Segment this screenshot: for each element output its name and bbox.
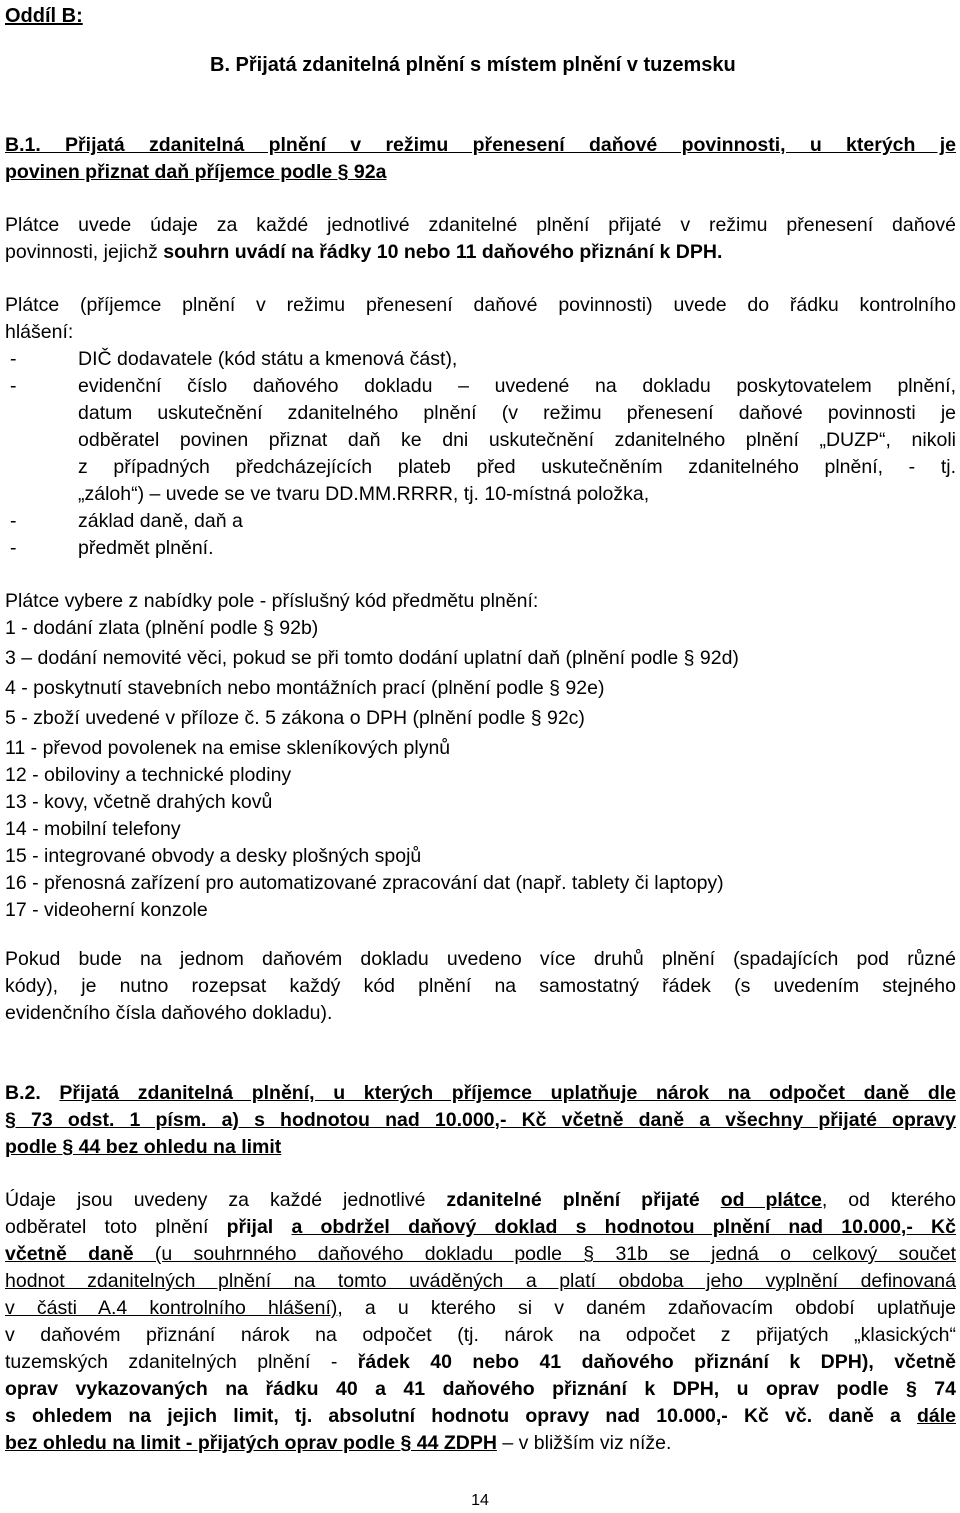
b2-paragraph-line-8: oprav vykazovaných na řádku 40 a 41 daňového přiznání k DPH, u oprav podle § 74 (5, 1378, 956, 1400)
code-item: 11 - převod povolenek na emise skleníkových plynů (5, 737, 451, 759)
b2-paragraph-line-3: včetně daně (u souhrnného daňového dokladu podle § 31b se jedná o celkový součet (5, 1243, 957, 1265)
b1-paragraph-2-line-1: Plátce (příjemce plnění v režimu přenesení daňové povinnosti) uvede do řádku kontrolního (5, 294, 956, 316)
bullet-item: evidenční číslo daňového dokladu – uvedené na dokladu poskytovatelem plnění, (78, 375, 956, 397)
section-header: Oddíl B: (5, 5, 83, 27)
b2-heading-line-1: B.2. Přijatá zdanitelná plnění, u kterých příjemce uplatňuje nárok na odpočet daně dle (5, 1082, 956, 1104)
b2-heading-line-2: § 73 odst. 1 písm. a) s hodnotou nad 10.000,- Kč včetně daně a všechny přijaté opravy (5, 1109, 956, 1131)
code-item: 15 - integrované obvody a desky plošných spojů (5, 845, 422, 867)
b2-paragraph-line-2: odběratel toto plnění přijal a obdržel daňový doklad s hodnotou plnění nad 10.000,- Kč (5, 1216, 956, 1238)
b2-paragraph-line-5: v části A.4 kontrolního hlášení), a u kterého si v daném zdaňovacím období uplatňuje (5, 1297, 956, 1319)
code-item: 12 - obiloviny a technické plodiny (5, 764, 292, 786)
code-item: 14 - mobilní telefony (5, 818, 181, 840)
code-item: 1 - dodání zlata (plnění podle § 92b) (5, 617, 319, 639)
code-item: 13 - kovy, včetně drahých kovů (5, 791, 273, 813)
b1-heading-line-2: povinen přiznat daň příjemce podle § 92a (5, 161, 387, 183)
bullet-item-continued: odběratel povinen přiznat daň ke dni uskutečnění zdanitelného plnění „DUZP“, nikoli (78, 429, 956, 451)
b2-heading-line-3: podle § 44 bez ohledu na limit (5, 1136, 282, 1158)
bullet-item: DIČ dodavatele (kód státu a kmenová část), (78, 348, 458, 370)
b2-paragraph-line-6: v daňovém přiznání nárok na odpočet (tj. nárok na odpočet z přijatých „klasických“ (5, 1324, 956, 1346)
b2-paragraph-line-9: s ohledem na jejich limit, tj. absolutní hodnotu opravy nad 10.000,- Kč vč. daně a dále (5, 1405, 956, 1427)
b1-paragraph-2-line-2: hlášení: (5, 321, 74, 343)
b1-heading-line-1: B.1. Přijatá zdanitelná plnění v režimu přenesení daňové povinnosti, u kterých je (5, 134, 956, 156)
b2-paragraph-line-7: tuzemských zdanitelných plnění - řádek 40 nebo 41 daňového přiznání k DPH), včetně (5, 1351, 956, 1373)
code-item: 4 - poskytnutí stavebních nebo montážních prací (plnění podle § 92e) (5, 677, 605, 699)
bullet-item: základ daně, daň a (78, 510, 243, 532)
bullet-item-continued: z případných předcházejících plateb před uskutečněním zdanitelného plnění, - tj. (78, 456, 956, 478)
b2-paragraph-line-10: bez ohledu na limit - přijatých oprav podle § 44 ZDPH – v bližším viz níže. (5, 1432, 672, 1454)
b2-paragraph-line-1: Údaje jsou uvedeny za každé jednotlivé zdanitelné plnění přijaté od plátce, od kterého (5, 1189, 956, 1211)
page-number: 14 (471, 1492, 489, 1509)
b1-paragraph-1-line-1: Plátce uvede údaje za každé jednotlivé zdanitelné plnění přijaté v režimu přenesení daňové (5, 214, 956, 236)
bullet-dash: - (10, 510, 17, 532)
b1-paragraph-3-line-3: evidenčního čísla daňového dokladu). (5, 1002, 333, 1024)
bullet-item: předmět plnění. (78, 537, 214, 559)
b1-paragraph-3-line-1: Pokud bude na jednom daňovém dokladu uvedeno více druhů plnění (spadajících pod různé (5, 948, 956, 970)
section-b-title: B. Přijatá zdanitelná plnění s místem plnění v tuzemsku (210, 54, 736, 76)
codes-intro: Plátce vybere z nabídky pole - příslušný kód předmětu plnění: (5, 590, 539, 612)
bullet-dash: - (10, 375, 17, 397)
bullet-item-continued: „záloh“) – uvede se ve tvaru DD.MM.RRRR, tj. 10-místná položka, (78, 483, 650, 505)
code-item: 3 – dodání nemovité věci, pokud se při tomto dodání uplatní daň (plnění podle § 92d) (5, 647, 739, 669)
b1-paragraph-1-line-2: povinnosti, jejichž souhrn uvádí na řádky 10 nebo 11 daňového přiznání k DPH. (5, 241, 723, 263)
bullet-dash: - (10, 348, 17, 370)
code-item: 16 - přenosná zařízení pro automatizované zpracování dat (např. tablety či laptopy) (5, 872, 724, 894)
b1-paragraph-3-line-2: kódy), je nutno rozepsat každý kód plnění na samostatný řádek (s uvedením stejného (5, 975, 956, 997)
code-item: 5 - zboží uvedené v příloze č. 5 zákona o DPH (plnění podle § 92c) (5, 707, 585, 729)
bullet-item-continued: datum uskutečnění zdanitelného plnění (v režimu přenesení daňové povinnosti je (78, 402, 956, 424)
code-item: 17 - videoherní konzole (5, 899, 208, 921)
bullet-dash: - (10, 537, 17, 559)
b2-paragraph-line-4: hodnot zdanitelných plnění na tomto uváděných a platí obdoba jeho vyplnění definovaná (5, 1270, 956, 1292)
